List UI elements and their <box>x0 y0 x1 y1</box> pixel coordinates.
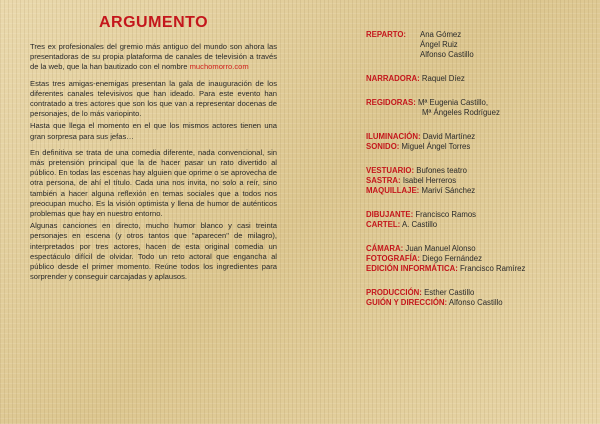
credit-value-sonido: Miguel Ángel Torres <box>401 142 471 151</box>
synopsis-paragraph-2: Estas tres amigas-enemigas presentan la gala de inauguración de los diferentes canales televisivos que han ideado. Para este evento han contratado a tres actores que son los que van a representar docenas de personajes, de lo más variopinto. <box>30 78 277 119</box>
credit-sastra <box>366 176 586 186</box>
cast-member: Alfonso Castillo <box>420 50 474 59</box>
credit-maquillaje <box>366 186 586 196</box>
credit-label-sonido: SONIDO: <box>366 142 400 151</box>
credit-label-narradora: NARRADORA: <box>366 74 420 83</box>
credit-label-camara: CÁMARA: <box>366 244 404 253</box>
cast-member: Ángel Ruiz <box>420 40 458 49</box>
credit-regidoras-line-2 <box>366 108 586 118</box>
credit-guion <box>366 298 586 308</box>
credit-value-cartel: A. Castillo <box>401 220 438 229</box>
credit-value-camara: Juan Manuel Alonso <box>405 244 476 253</box>
cast-member: Ana Gómez <box>420 30 462 39</box>
credit-camara <box>366 244 586 254</box>
credit-value-guion: Alfonso Castillo <box>448 298 503 307</box>
credit-edicion <box>366 264 586 274</box>
synopsis-paragraph-1-text: Tres ex profesionales del gremio más antiguo del mundo son ahora las presentadoras de su propia plataforma de canales de televisión a través de la web, que la han bautizado con el nombre <box>30 42 277 72</box>
credit-label-regidoras: REGIDORAS: <box>366 98 416 107</box>
credit-vestuario <box>366 166 586 176</box>
credit-value-regidoras-2: Mª Ángeles Rodríguez <box>422 108 500 117</box>
credit-value-narradora: Raquel Díez <box>421 74 465 83</box>
credit-regidoras <box>366 98 586 108</box>
credit-value-regidoras-1: Mª Eugenia Castillo, <box>418 98 489 107</box>
credit-value-sastra: Isabel Herreros <box>402 176 457 185</box>
credit-label-produccion: PRODUCCIÓN: <box>366 288 422 297</box>
credit-label-iluminacion: ILUMINACIÓN: <box>366 132 421 141</box>
synopsis-title: ARGUMENTO <box>98 14 209 31</box>
credit-narradora <box>366 74 586 84</box>
credit-value-vestuario: Bufones teatro <box>416 166 467 175</box>
synopsis-paragraph-1 <box>30 42 277 73</box>
credit-iluminacion <box>366 132 586 142</box>
credit-label-fotografia: FOTOGRAFÍA: <box>366 254 420 263</box>
synopsis-column <box>30 14 277 288</box>
credit-label-guion: GUIÓN Y DIRECCIÓN: <box>366 298 448 307</box>
credit-label-edicion: EDICIÓN INFORMÁTICA: <box>366 264 458 273</box>
credit-produccion <box>366 288 586 298</box>
credit-fotografia <box>366 254 586 264</box>
credit-value-produccion: Esther Castillo <box>424 288 475 297</box>
credit-label-vestuario: VESTUARIO: <box>366 166 415 175</box>
credit-label-sastra: SASTRA: <box>366 176 401 185</box>
credit-value-iluminacion: David Martínez <box>422 132 476 141</box>
synopsis-paragraph-3: Hasta que llega el momento en el que los mismos actores tienen una gran sorpresa para sus jefas… <box>30 121 277 141</box>
credit-value-fotografia: Diego Fernández <box>422 254 482 263</box>
credit-value-edicion: Francisco Ramírez <box>460 264 526 273</box>
credit-cartel <box>366 220 586 230</box>
credit-sonido <box>366 142 586 152</box>
credit-reparto <box>366 30 586 60</box>
cast-list <box>420 30 474 60</box>
credit-dibujante <box>366 210 586 220</box>
credit-value-dibujante: Francisco Ramos <box>415 210 477 219</box>
credit-label-reparto: REPARTO: <box>366 30 406 39</box>
credit-label-maquillaje: MAQUILLAJE: <box>366 186 420 195</box>
synopsis-paragraph-4: En definitiva se trata de una comedia diferente, nada convencional, sin más pretensión principal que la de hacer pasar un rato divertido al público. En todas las escenas hay alguien que oprime o se aprovecha de otra persona, de ahí el título. Cada una nos invita, no solo a reír, sino también a hacer alguna reflexión en temas sociales que a todos nos preocupan mucho. Es la visión optimista y llena de humor de auténticos problemas que hay en nuestro entorno. <box>30 147 277 219</box>
synopsis-paragraph-5: Algunas canciones en directo, mucho humor blanco y casi treinta personajes en escena (y otros tantos que "aparecen" de milagro), interpretados por tres actores, hacen de esta original comedia un espectáculo difícil de olvidar. Todo un reto actoral que engancha al público desde el primer momento. Reúne todos los ingredientes para sorprender y conseguir carcajadas y aplausos. <box>30 221 277 282</box>
credit-label-cartel: CARTEL: <box>366 220 401 229</box>
credit-label-dibujante: DIBUJANTE: <box>366 210 414 219</box>
credits-column <box>366 30 586 316</box>
website-link[interactable]: muchomorro.com <box>189 62 249 72</box>
credit-value-maquillaje: Mariví Sánchez <box>421 186 476 195</box>
